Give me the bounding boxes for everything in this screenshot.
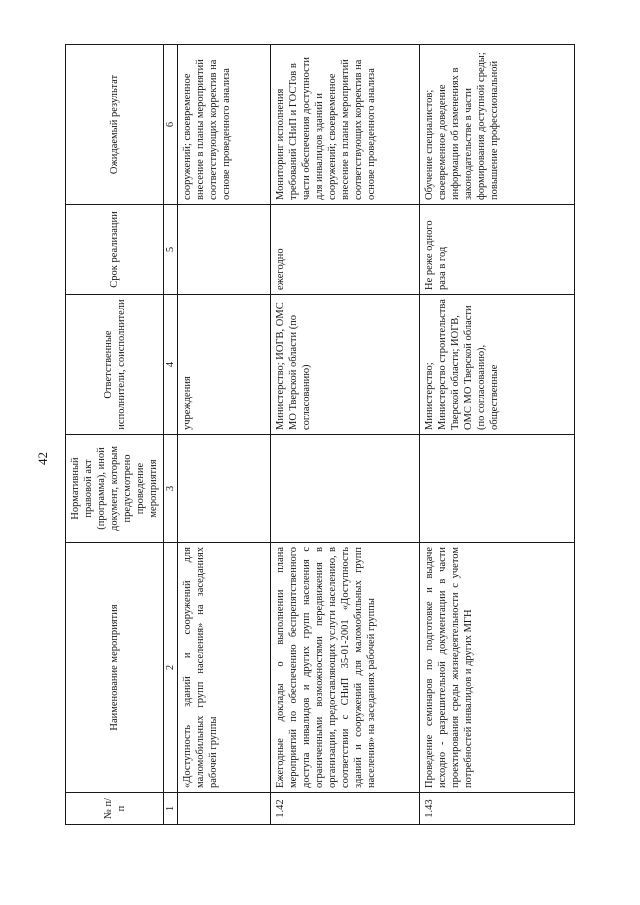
- legal-act: [271, 435, 420, 543]
- table-row: [420, 45, 575, 825]
- row-number: 1.43: [420, 793, 575, 825]
- column-number-row: [164, 45, 178, 825]
- header-expected-result: Ожидаемый результат: [66, 45, 164, 205]
- executors: Министерство; ИОГВ, ОМС МО Тверской области (по согласованию): [271, 295, 420, 435]
- expected-result: Мониторинг исполнения требований СНиП и ГОСТов в части обеспечения доступности для инвалидов зданий и сооружений; своевременное внесение в планы мероприятий соответствующих корректив на основе проведенного анализа: [271, 45, 420, 205]
- column-number: 2: [164, 543, 178, 793]
- legal-act: [420, 435, 575, 543]
- header-measure-name: Наименование мероприятия: [66, 543, 164, 793]
- column-number: 3: [164, 435, 178, 543]
- row-number: 1.42: [271, 793, 420, 825]
- expected-result: Обучение специалистов; своевременное доведение информации об изменениях в законодательстве в части формирования доступной среды; повышение профессиональной: [420, 45, 575, 205]
- legal-act: [178, 435, 271, 543]
- table-row: [178, 45, 271, 825]
- measure-name: «Доступность зданий и сооружений для маломобильных групп населения» на заседаниях рабочей группы: [178, 543, 271, 793]
- measures-table: [65, 44, 575, 825]
- executors: учреждения: [178, 295, 271, 435]
- table-header-row: [66, 45, 164, 825]
- table-row: [271, 45, 420, 825]
- header-number: № п/п: [66, 793, 164, 825]
- measure-name: Ежегодные доклады о выполнении плана мероприятий по обеспечению беспрепятственного доступа инвалидов и других групп населения с ограниченными возможностями передвижения в организации, предоставляющих услуги населению, в соответствии с СНиП 35-01-2001 «Доступность зданий и сооружений для маломобильных групп населения» на заседаниях рабочей группы: [271, 543, 420, 793]
- header-executors: Ответственные исполнители, соисполнители: [66, 295, 164, 435]
- column-number: 6: [164, 45, 178, 205]
- column-number: 4: [164, 295, 178, 435]
- column-number: 1: [164, 793, 178, 825]
- header-term: Срок реализации: [66, 205, 164, 295]
- measure-name: Проведение семинаров по подготовке и выдаче исходно - разрешительной документации в части проектирования среды жизнедеятельности с учетом потребностей инвалидов и других МГН: [420, 543, 575, 793]
- term: Не реже одного раза в год: [420, 205, 575, 295]
- term: [178, 205, 271, 295]
- term: ежегодно: [271, 205, 420, 295]
- column-number: 5: [164, 205, 178, 295]
- header-legal-act: Нормативный правовой акт (программа), иной документ, которым предусмотрено проведение мероприятия: [66, 435, 164, 543]
- executors: Министерство; Министерство строительства Тверской области; ИОГВ, ОМС МО Тверской области (по согласованию), общественные: [420, 295, 575, 435]
- expected-result: сооружений; своевременное внесение в планы мероприятий соответствующих корректив на основе проведенного анализа: [178, 45, 271, 205]
- row-number: [178, 793, 271, 825]
- page-number: 42: [35, 452, 50, 465]
